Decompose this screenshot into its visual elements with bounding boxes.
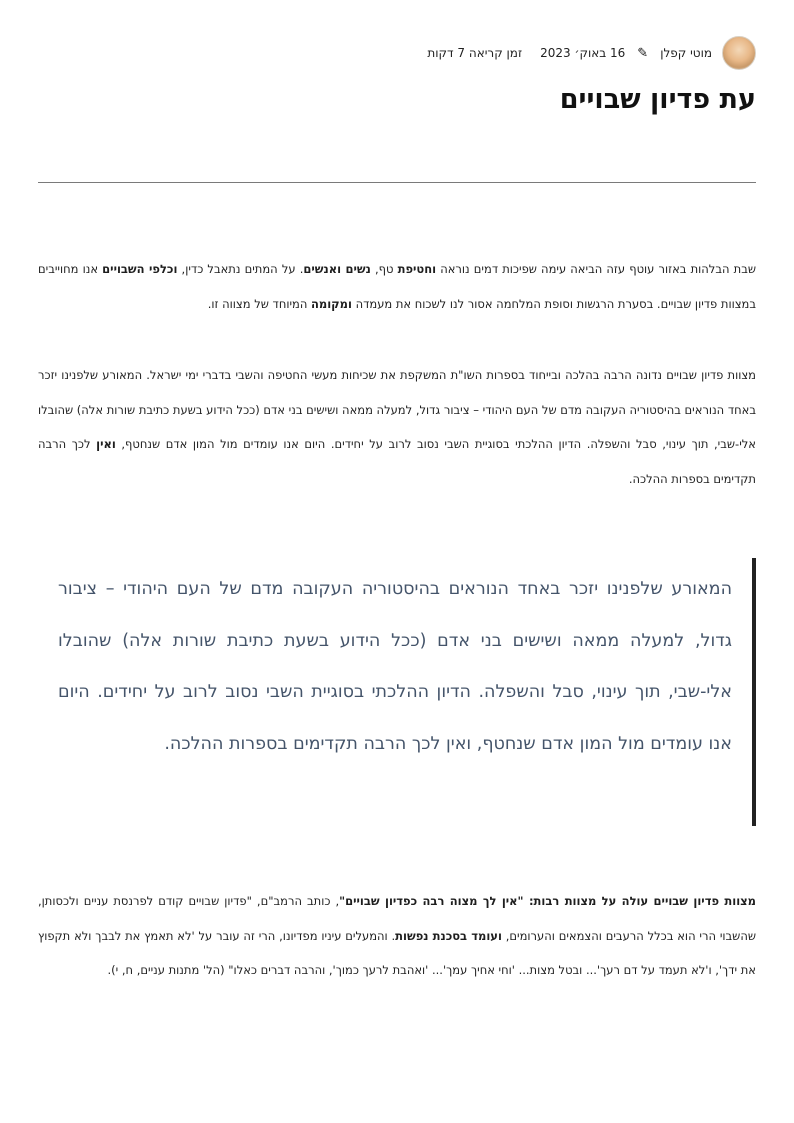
title-divider bbox=[38, 182, 756, 183]
author-avatar[interactable] bbox=[722, 36, 756, 70]
publish-date: 16 באוק׳ 2023 bbox=[540, 46, 626, 60]
article-title: עת פדיון שבויים bbox=[559, 84, 756, 115]
article-meta bbox=[427, 36, 756, 70]
author-name[interactable]: מוטי קפלן bbox=[660, 46, 712, 60]
paragraph-3: מצוות פדיון שבויים עולה על מצוות רבות: "אין לך מצוה רבה כפדיון שבויים", כותב הרמב"ם, "פדיון שבויים קודם לפרנסת עניים ולכסותן, שהשבוי הרי הוא בכלל הרעבים והצמאים והערומים, ועומד בסכנת נפשות. והמעלים עיניו מפדיונו, הרי זה עובר על 'לא תאמץ את לבבך ולא תקפוץ את ידך', ו'לא תעמד על דם רעך'... ובטל מצות... 'וחי אחיך עמך'... 'ואהבת לרעך כמוך', והרבה דברים כאלו" (הל' מתנות עניים, ח, י). bbox=[38, 894, 757, 977]
feather-icon: ✎ bbox=[637, 45, 649, 61]
pull-quote bbox=[58, 558, 756, 826]
paragraph-2: מצוות פדיון שבויים נדונה הרבה בהלכה ובייחוד בספרות השו"ת המשקפת את שכיחות מעשי החטיפה והשבי בדברי ימי ישראל. המאורע שלפנינו יזכר באחד הנוראים בהיסטוריה העקובה מדם של העם היהודי – ציבור גדול, למעלה ממאה ושישים בני אדם (ככל הידוע בשעת כתיבת שורות אלה) שהובלו אלי-שבי, תוך עינוי, סבל והשפלה. הדיון ההלכתי בסוגיית השבי נסוב לרוב על יחידים. היום אנו עומדים מול המון אדם שנחטף, ואין לכך הרבה תקדימים בספרות ההלכה. bbox=[38, 368, 756, 486]
pull-quote-text: המאורע שלפנינו יזכר באחד הנוראים בהיסטוריה העקובה מדם של העם היהודי – ציבור גדול, למעלה ממאה ושישים בני אדם (ככל הידוע בשעת כתיבת שורות אלה) שהובלו אלי-שבי, תוך עינוי, סבל והשפלה. הדיון ההלכתי בסוגיית השבי נסוב לרוב על יחידים. היום אנו עומדים מול המון אדם שנחטף, ואין לכך הרבה תקדימים בספרות ההלכה. bbox=[58, 579, 732, 754]
reading-time: זמן קריאה 7 דקות bbox=[427, 46, 523, 60]
paragraph-1: שבת הבלהות באזור עוטף עזה הביאה עימה שפיכות דמים נוראה וחטיפת טף, נשים ואנשים. על המתים נתאבל כדין, וכלפי השבויים אנו מחוייבים במצוות פדיון שבויים. בסערת הרגשות וסופת המלחמה אסור לנו לשכוח את מעמדה ומקומה המיוחד של מצווה זו. bbox=[38, 262, 756, 311]
